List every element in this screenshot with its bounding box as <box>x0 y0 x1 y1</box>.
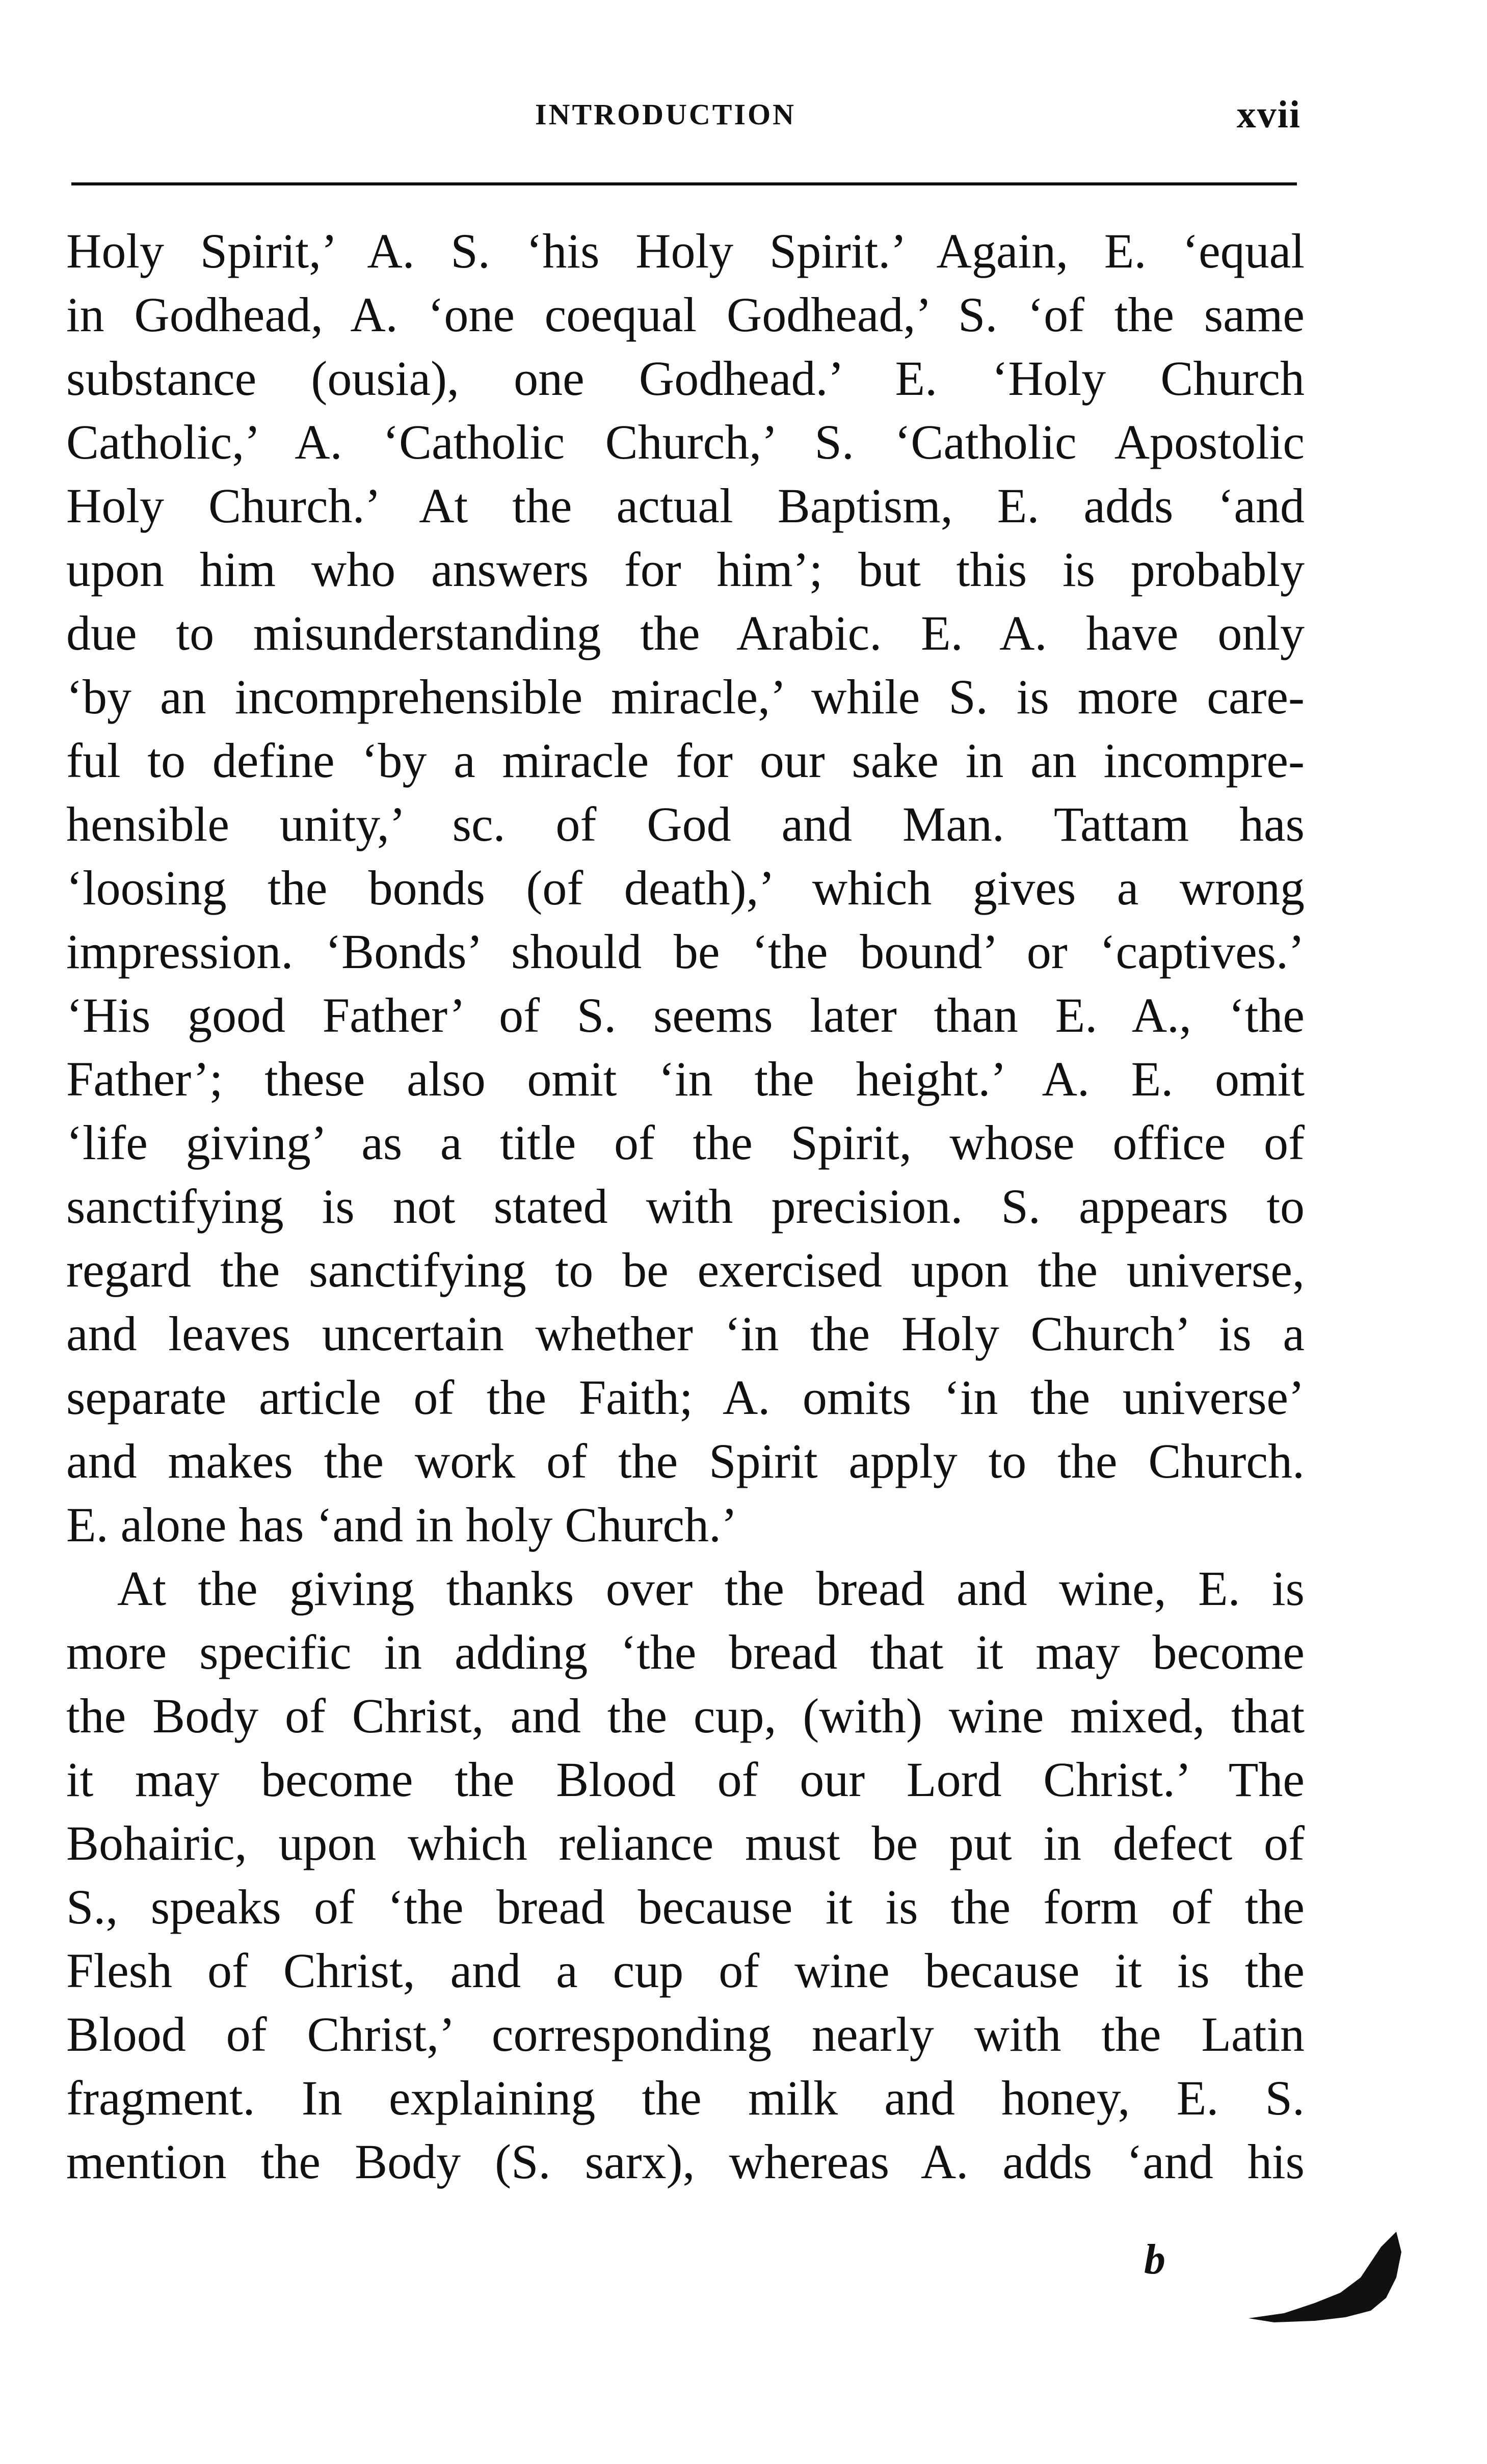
page-number: xvii <box>1236 93 1301 136</box>
text-line: upon him who answers for him’; but this is probably <box>66 542 1305 597</box>
text-line: hensible unity,’ sc. of God and Man. Tattam has <box>66 797 1305 851</box>
text-line: substance (ousia), one Godhead.’ E. ‘Holy Church <box>66 351 1305 406</box>
running-head <box>0 93 1487 136</box>
signature-mark: b <box>1144 2236 1165 2283</box>
text-line: ‘by an incomprehensible miracle,’ while S. is more care- <box>66 669 1305 724</box>
body-text <box>66 219 1305 2193</box>
ink-smudge <box>1243 2221 1406 2323</box>
text-line: ‘loosing the bonds (of death),’ which gives a wrong <box>66 861 1305 915</box>
text-line: and makes the work of the Spirit apply to the Church. <box>66 1434 1305 1488</box>
text-line: S., speaks of ‘the bread because it is the form of the <box>66 1880 1305 1934</box>
text-line: due to misunderstanding the Arabic. E. A. have only <box>66 606 1305 660</box>
text-line-paragraph-end: E. alone has ‘and in holy Church.’ <box>66 1497 737 1552</box>
text-line: Flesh of Christ, and a cup of wine because it is the <box>66 1943 1305 1998</box>
text-line: Blood of Christ,’ corresponding nearly with the Latin <box>66 2007 1305 2061</box>
text-line: regard the sanctifying to be exercised upon the universe, <box>66 1243 1305 1297</box>
text-line: impression. ‘Bonds’ should be ‘the bound’ or ‘captives.’ <box>66 924 1305 979</box>
text-line: in Godhead, A. ‘one coequal Godhead,’ S. ‘of the same <box>66 287 1305 342</box>
text-line: it may become the Blood of our Lord Christ.’ The <box>66 1752 1305 1807</box>
text-line: Catholic,’ A. ‘Catholic Church,’ S. ‘Catholic Apostolic <box>66 415 1305 469</box>
text-line: separate article of the Faith; A. omits ‘in the universe’ <box>66 1370 1305 1425</box>
text-line: Father’; these also omit ‘in the height.’ A. E. omit <box>66 1052 1305 1106</box>
text-line: the Body of Christ, and the cup, (with) wine mixed, that <box>66 1689 1305 1743</box>
text-line: more specific in adding ‘the bread that it may become <box>66 1625 1305 1679</box>
text-line: ful to define ‘by a miracle for our sake in an incompre- <box>66 733 1305 788</box>
text-line: Holy Church.’ At the actual Baptism, E. adds ‘and <box>66 478 1305 533</box>
text-line: Holy Spirit,’ A. S. ‘his Holy Spirit.’ Again, E. ‘equal <box>66 224 1305 278</box>
text-line: mention the Body (S. sarx), whereas A. adds ‘and his <box>66 2134 1305 2189</box>
text-line: and leaves uncertain whether ‘in the Holy Church’ is a <box>66 1306 1305 1361</box>
text-line: ‘His good Father’ of S. seems later than E. A., ‘the <box>66 988 1305 1042</box>
text-line: fragment. In explaining the milk and honey, E. S. <box>66 2071 1305 2125</box>
running-title: INTRODUCTION <box>535 98 796 131</box>
text-line: sanctifying is not stated with precision. S. appears to <box>66 1179 1305 1234</box>
header-rule <box>71 182 1297 185</box>
text-line: Bohairic, upon which reliance must be put in defect of <box>66 1816 1305 1870</box>
text-line: ‘life giving’ as a title of the Spirit, whose office of <box>66 1115 1305 1170</box>
text-line-paragraph-start: At the giving thanks over the bread and wine, E. is <box>117 1561 1305 1616</box>
